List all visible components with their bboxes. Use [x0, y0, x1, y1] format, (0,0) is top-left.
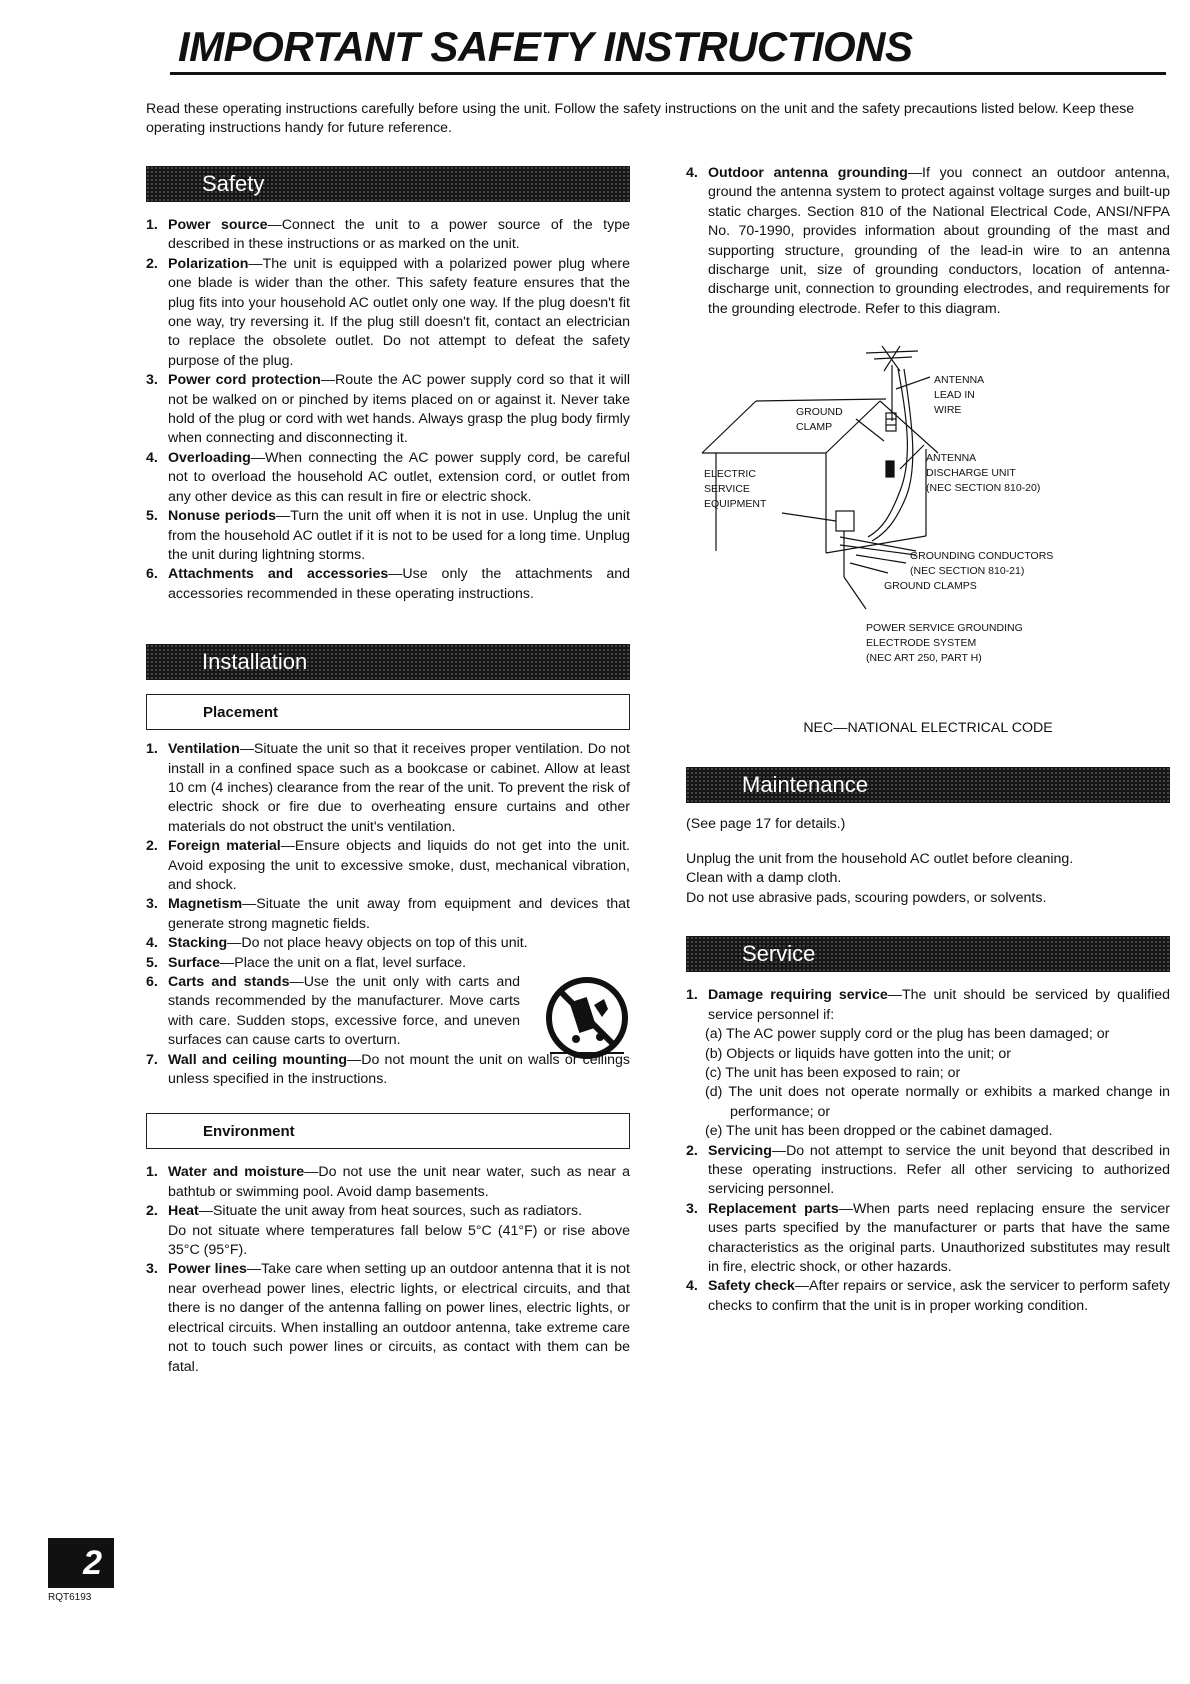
item-text: —Connect the unit to a power source of the type described in these instructions or as marked on the unit.: [168, 217, 630, 253]
title-underline: [170, 72, 1166, 75]
list-item: [146, 449, 630, 507]
sublist-item: (d) The unit does not operate normally or exhibits a marked change in performance; or: [705, 1084, 1170, 1120]
item-number: 4.: [686, 165, 698, 181]
item-number: 1.: [146, 1164, 158, 1181]
item-term: Servicing: [708, 1142, 772, 1159]
item-text: —Do not place heavy objects on top of this unit.: [227, 935, 528, 952]
item-text: —Take care when setting up an outdoor antenna that it is not near overhead power lines, electric lights, or electrical circuits, and that there is no danger of the antenna falling on power lines, electric lights, or electrical circuits. When installing an outdoor antenna, take extreme care not to touch such power lines or circuits, as contact with them can be fatal.: [168, 1261, 630, 1375]
item-term: Nonuse periods: [168, 508, 276, 525]
item-term: Foreign material: [168, 838, 281, 855]
item-number: 6.: [146, 566, 158, 583]
maintenance-heading: Maintenance: [742, 771, 868, 797]
list-item: [686, 164, 1170, 319]
item-term: Wall and ceiling mounting: [168, 1051, 348, 1068]
list-item: [686, 986, 1170, 1141]
list-item: [146, 1260, 630, 1376]
diagram-label: POWER SERVICE GROUNDING: [866, 622, 1023, 635]
antenna-grounding-diagram: [686, 341, 1170, 713]
item-text: —Situate the unit so that it receives proper ventilation. Do not install in a confined space such as a bookcase or cabinet. Allow at least 10 cm (4 inches) clearance from the rear of the unit. To prevent the risk of electric shock or fire due to overheating ensure curtains and other materials do not obstruct the unit's ventilation.: [168, 741, 630, 835]
safety-heading: Safety: [202, 171, 265, 196]
item-term: Replacement parts: [708, 1200, 839, 1217]
item-text: —Turn the unit off when it is not in use. Unplug the unit from the household AC outlet if it is not to be used for a long time. Unplug the unit during lightning storms.: [168, 508, 630, 563]
item-text: —The unit is equipped with a polarized power plug where one blade is wider than the other. This safety feature ensures that the plug fits into your household AC outlet only one way. If the plug doesn't fit one way, try reversing it. If the plug still doesn't fit, contact an electrician to replace the obsolete outlet. Do not attempt to defeat the safety purpose of the plug.: [168, 255, 630, 369]
diagram-label: SERVICE: [704, 483, 750, 496]
diagram-label: EQUIPMENT: [704, 498, 767, 511]
svg-text:ELECTRICSERVICEEQUIPMENT: [704, 468, 767, 510]
item-text: —When connecting the AC power supply cord, be careful not to overload the household AC outlet, extension cord, or outlet from any other device as this can result in fire or electric shock.: [168, 449, 630, 505]
list-item: [146, 565, 630, 604]
svg-text:GROUNDCLAMP: [796, 406, 843, 433]
list-item: [146, 216, 630, 255]
item-text: —The unit should be serviced by qualified service personnel if:: [708, 987, 1170, 1023]
item-term: Carts and stands: [168, 974, 290, 990]
item-number: 3.: [146, 1261, 158, 1278]
item-number: 6.: [146, 974, 158, 990]
diagram-label: DISCHARGE UNIT: [926, 467, 1016, 480]
item-text: —If you connect an outdoor antenna, ground the antenna system to protect against voltage surges and built-up static charges. Section 810 of the National Electrical Code, ANSI/NFPA No. 70-1990, provides information about grounding of the mast and supporting structure, grounding of the lead-in wire to an antenna discharge unit, size of grounding conductors, location of antenna-discharge unit, connection to grounding electrodes, and requirements for the grounding electrode. Refer to this diagram.: [708, 165, 1170, 317]
installation-heading: Installation: [202, 649, 308, 675]
maintenance-line: Clean with a damp cloth.: [686, 870, 842, 887]
item-number: 4.: [146, 935, 158, 952]
item-text: —Ensure objects and liquids do not get into the unit. Avoid exposing the unit to excessive smoke, dust, mechanical vibration, and shock.: [168, 838, 630, 893]
item-text: —After repairs or service, ask the servicer to perform safety checks to confirm that the unit is in proper working condition.: [708, 1278, 1170, 1314]
diagram-label: ANTENNA: [926, 452, 977, 465]
environment-list: [146, 1163, 630, 1376]
item-text: —Route the AC power supply cord so that it will not be walked on or pinched by items placed on or against it. Never take hold of the plug or cord with wet hands. Always grasp the plug body firmly when connecting and disconnecting it.: [168, 372, 631, 447]
diagram-label: GROUND: [796, 406, 843, 419]
environment-heading: Environment: [203, 1123, 295, 1141]
maintenance-banner: [686, 767, 1170, 803]
item-term: Safety check: [708, 1278, 795, 1295]
item-term: Surface: [168, 954, 221, 971]
item-number: 7.: [146, 1051, 158, 1068]
service-list: [686, 986, 1170, 1316]
service-sublist: [705, 1025, 1170, 1141]
diagram-label: (NEC ART 250, PART H): [866, 652, 982, 665]
item-term: Power cord protection: [168, 372, 321, 389]
svg-text:ANTENNALEAD INWIRE: [934, 374, 984, 416]
safety-banner: [146, 166, 630, 202]
item-number: 1.: [686, 987, 698, 1004]
item-number: 5.: [146, 508, 158, 525]
safety-list: [146, 216, 630, 604]
item-number: 2.: [146, 255, 158, 272]
placement-heading: Placement: [203, 704, 279, 722]
placement-subheading-box: [146, 694, 630, 730]
item-term: Power lines: [168, 1261, 247, 1278]
diagram-caption: NEC—NATIONAL ELECTRICAL CODE: [803, 720, 1053, 737]
document-code: RQT6193: [48, 1592, 92, 1603]
item-text: —Situate the unit away from heat sources, such as radiators.: [198, 1203, 583, 1220]
grounding-list: [686, 164, 1170, 319]
item-term: Magnetism: [168, 896, 243, 913]
list-item: [146, 895, 630, 934]
list-item: [146, 255, 630, 371]
item-number: 2.: [146, 838, 158, 855]
item-number: 3.: [146, 896, 158, 913]
list-item: [686, 1277, 1170, 1316]
item-term: Heat: [168, 1203, 199, 1220]
svg-text:POWER SERVICE GROUNDINGELECTRO: [866, 622, 1023, 664]
svg-text:ANTENNADISCHARGE UNIT(NEC SECT: [926, 452, 1040, 494]
page-title: IMPORTANT SAFETY INSTRUCTIONS: [178, 23, 913, 70]
item-number: 1.: [146, 741, 158, 758]
item-term: Damage requiring service: [708, 987, 888, 1004]
diagram-label: CLAMP: [796, 421, 833, 434]
item-term: Overloading: [168, 449, 251, 466]
item-number: 4.: [146, 449, 158, 466]
item-number: 5.: [146, 954, 158, 971]
diagram-label: ANTENNA: [934, 374, 985, 387]
list-item: [146, 973, 630, 1051]
diagram-label: WIRE: [934, 404, 962, 417]
item-text: —Do not mount the unit on walls or ceilings unless specified in the instructions.: [168, 1051, 630, 1088]
item-text: —Place the unit on a flat, level surface.: [220, 954, 467, 971]
antenna-grounding-svg: [686, 341, 1170, 713]
placement-list: [146, 740, 630, 1089]
diagram-label: LEAD IN: [934, 389, 975, 402]
item-term: Ventilation: [168, 741, 240, 758]
installation-banner: [146, 644, 630, 680]
sublist-item: (e) The unit has been dropped or the cabinet damaged.: [705, 1123, 1053, 1140]
list-item: [146, 1051, 630, 1090]
item-term: Water and moisture: [168, 1164, 305, 1181]
intro-paragraph: Read these operating instructions carefully before using the unit. Follow the safety instructions on the unit and the safety precautions listed below. Keep these operating instructions handy for future reference.: [146, 101, 1135, 136]
item-number: 3.: [686, 1200, 698, 1217]
diagram-label: (NEC SECTION 810-21): [910, 565, 1025, 578]
diagram-label: GROUNDING CONDUCTORS: [910, 550, 1054, 563]
item-number: 2.: [146, 1203, 158, 1220]
list-item: [146, 837, 630, 895]
maintenance-see-page: (See page 17 for details.): [686, 815, 846, 832]
list-item: [146, 1202, 630, 1260]
list-item: [146, 507, 630, 565]
list-item: [146, 934, 630, 953]
list-item: [146, 954, 630, 973]
service-heading: Service: [742, 941, 816, 967]
list-item: [686, 1200, 1170, 1278]
diagram-label: GROUND CLAMPS: [884, 580, 977, 593]
item-text: —Use the unit only with carts and stands recommended by the manufacturer. Move carts with care. Sudden stops, excessive force, and uneven surfaces can cause carts to overturn.: [168, 974, 520, 1049]
list-item: [146, 740, 630, 837]
item-term: Polarization: [168, 255, 249, 272]
sublist-item: (b) Objects or liquids have gotten into the unit; or: [705, 1045, 1011, 1062]
item-number: 3.: [146, 372, 158, 389]
item-term: Outdoor antenna grounding: [708, 165, 908, 181]
list-item: [146, 1163, 630, 1202]
diagram-label: ELECTRODE SYSTEM: [866, 637, 977, 650]
left-column: [146, 166, 630, 1377]
environment-subheading-box: [146, 1113, 630, 1149]
item-number: 2.: [686, 1142, 698, 1159]
svg-text:GROUNDING CONDUCTORS(NEC SECTI: [910, 550, 1053, 577]
service-banner: [686, 936, 1170, 972]
sublist-item: (a) The AC power supply cord or the plug has been damaged; or: [705, 1026, 1110, 1043]
page-number: 2: [48, 1538, 114, 1588]
list-item: [146, 371, 630, 449]
maintenance-line: Unplug the unit from the household AC outlet before cleaning.: [686, 851, 1074, 868]
item-number: 1.: [146, 217, 158, 233]
item-term: Attachments and accessories: [168, 566, 389, 583]
item-text: —Situate the unit away from equipment and devices that generate strong magnetic fields.: [168, 896, 630, 932]
item-number: 4.: [686, 1278, 698, 1295]
diagram-label: ELECTRIC: [704, 468, 756, 481]
item-term: Power source: [168, 217, 268, 233]
item-note: Do not situate where temperatures fall below 5°C (41°F) or rise above 35°C (95°F).: [168, 1222, 630, 1259]
diagram-label: (NEC SECTION 810-20): [926, 482, 1041, 495]
item-text: —Do not use the unit near water, such as near a bathtub or swimming pool. Avoid damp basements.: [168, 1164, 631, 1200]
right-column: [686, 164, 1170, 1316]
list-item: [686, 1142, 1170, 1200]
item-text: —When parts need replacing ensure the servicer uses parts specified by the manufacturer or parts that have the same characteristics as the original parts. Unauthorized substitutes may result in fire, electric shock, or other hazards.: [708, 1200, 1170, 1275]
item-term: Stacking: [168, 935, 228, 952]
sublist-item: (c) The unit has been exposed to rain; or: [705, 1064, 961, 1081]
maintenance-line: Do not use abrasive pads, scouring powders, or solvents.: [686, 889, 1047, 906]
item-text: —Do not attempt to service the unit beyond that described in these operating instructions. Refer all other servicing to authorized servicing personnel.: [708, 1142, 1170, 1198]
item-text: —Use only the attachments and accessories recommended in these operating instructions.: [168, 566, 630, 602]
cart-tipover-warning-icon: [544, 975, 630, 1061]
